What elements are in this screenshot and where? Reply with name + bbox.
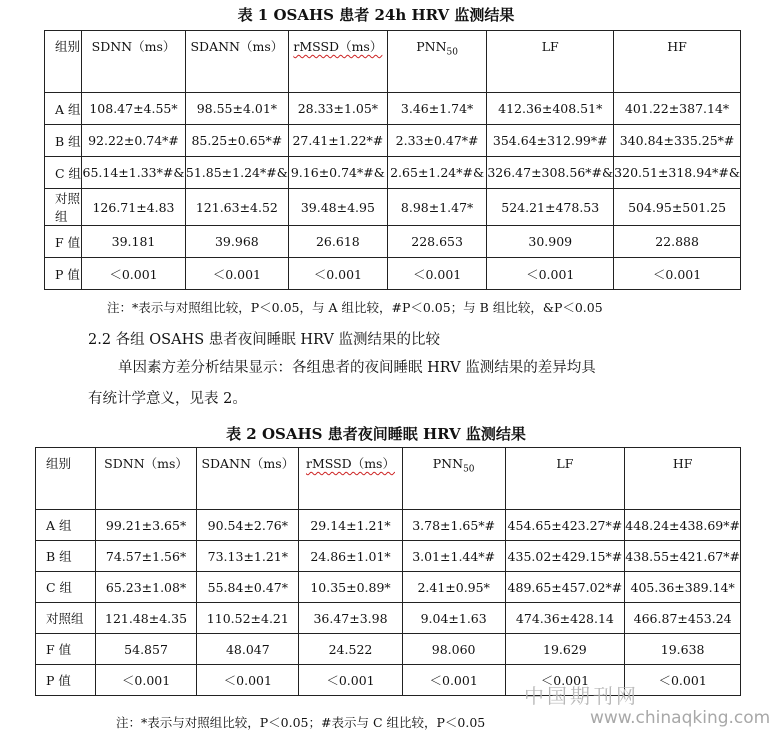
table-cell: 326.47±308.56*#& [487, 157, 614, 189]
table-cell: 30.909 [487, 226, 614, 258]
table-cell: 28.33±1.05* [288, 93, 387, 125]
table-cell: 74.57±1.56* [95, 541, 197, 572]
table2-header-row [36, 448, 741, 510]
table1-note: 注：*表示与对照组比较，P＜0.05，与 A 组比较，#P＜0.05；与 B 组比较，&P＜0.05 [107, 300, 603, 315]
table1-header-group: 组别 [45, 31, 82, 93]
row-label: 对照组 [45, 189, 82, 226]
table-cell: 2.41±0.95* [402, 572, 505, 603]
table-cell: 126.71±4.83 [82, 189, 186, 226]
paragraph-line-1: 单因素方差分析结果显示：各组患者的夜间睡眠 HRV 监测结果的差异均具 [118, 360, 596, 376]
table-row [45, 189, 741, 226]
table-cell: 73.13±1.21* [197, 541, 299, 572]
table2-header-sdann: SDANN（ms） [197, 448, 299, 510]
table1-caption: 表 1 OSAHS 患者 24h HRV 监测结果 [237, 6, 515, 24]
table2-header-pnn50: $PNN_{50}$ [402, 448, 505, 510]
table-cell: 108.47±4.55* [82, 93, 186, 125]
table-cell: 19.638 [625, 634, 741, 665]
table-cell: 2.33±0.47*# [387, 125, 486, 157]
table-cell: 9.16±0.74*#& [288, 157, 387, 189]
row-label: B 组 [36, 541, 96, 572]
table-cell: 48.047 [197, 634, 299, 665]
table-cell: 26.618 [288, 226, 387, 258]
table-cell: ＜0.001 [82, 258, 186, 290]
table2-header-rmssd [299, 448, 403, 510]
table-cell: 354.64±312.99*# [487, 125, 614, 157]
table2-header-rmssd-text: rMSSD（ms） [306, 456, 395, 471]
table-cell: ＜0.001 [487, 258, 614, 290]
table-cell: 29.14±1.21* [299, 510, 403, 541]
table-cell: 121.63±4.52 [185, 189, 288, 226]
table-row [36, 541, 741, 572]
table-cell: 3.78±1.65*# [402, 510, 505, 541]
row-label: C 组 [36, 572, 96, 603]
table-cell: 92.22±0.74*# [82, 125, 186, 157]
table-cell: 36.47±3.98 [299, 603, 403, 634]
table-cell: 474.36±428.14 [505, 603, 625, 634]
table-row [36, 603, 741, 634]
table2-note: 注：*表示与对照组比较，P＜0.05；#表示与 C 组比较，P＜0.05 [116, 715, 486, 730]
row-label: F 值 [45, 226, 82, 258]
table-cell: 39.968 [185, 226, 288, 258]
row-label: B 组 [45, 125, 82, 157]
table1-header-sdann: SDANN（ms） [185, 31, 288, 93]
table-cell: ＜0.001 [614, 258, 741, 290]
table2-header-hf: HF [625, 448, 741, 510]
table1 [44, 30, 741, 290]
table1-header-rmssd [288, 31, 387, 93]
table-cell: 85.25±0.65*# [185, 125, 288, 157]
table2-caption: 表 2 OSAHS 患者夜间睡眠 HRV 监测结果 [226, 425, 526, 443]
table-cell: 3.01±1.44*# [402, 541, 505, 572]
table-cell: ＜0.001 [402, 665, 505, 696]
table-row [36, 634, 741, 665]
row-label: P 值 [45, 258, 82, 290]
table-cell: 489.65±457.02*# [505, 572, 625, 603]
row-label: C 组 [45, 157, 82, 189]
table-cell: 466.87±453.24 [625, 603, 741, 634]
table-row [45, 93, 741, 125]
table-cell: 401.22±387.14* [614, 93, 741, 125]
table-cell: ＜0.001 [185, 258, 288, 290]
table-cell: 65.14±1.33*#& [82, 157, 186, 189]
table-cell: 90.54±2.76* [197, 510, 299, 541]
table-cell: 24.86±1.01* [299, 541, 403, 572]
table-cell: ＜0.001 [197, 665, 299, 696]
table-cell: 39.181 [82, 226, 186, 258]
table-cell: 55.84±0.47* [197, 572, 299, 603]
table-cell: 24.522 [299, 634, 403, 665]
table-row [36, 572, 741, 603]
table2-header-sdnn: SDNN（ms） [95, 448, 197, 510]
table1-header-sdnn: SDNN（ms） [82, 31, 186, 93]
table-cell: ＜0.001 [299, 665, 403, 696]
watermark-text: 中国期刊网 [524, 684, 639, 708]
table-cell: 412.36±408.51* [487, 93, 614, 125]
table-row [45, 157, 741, 189]
table-cell: 9.04±1.63 [402, 603, 505, 634]
table-cell: 228.653 [387, 226, 486, 258]
table-cell: 524.21±478.53 [487, 189, 614, 226]
table-cell: ＜0.001 [95, 665, 197, 696]
table-cell: 504.95±501.25 [614, 189, 741, 226]
table-cell: 51.85±1.24*#& [185, 157, 288, 189]
table-cell: 438.55±421.67*# [625, 541, 741, 572]
section-heading: 2.2 各组 OSAHS 患者夜间睡眠 HRV 监测结果的比较 [88, 332, 440, 348]
table-cell: 3.46±1.74* [387, 93, 486, 125]
table-cell: 98.060 [402, 634, 505, 665]
table-cell: ＜0.001 [387, 258, 486, 290]
table2-header-lf: LF [505, 448, 625, 510]
watermark-url: www.chinaqking.com [590, 708, 770, 728]
table-cell: 22.888 [614, 226, 741, 258]
table-cell: 27.41±1.22*# [288, 125, 387, 157]
table1-header-pnn50: $PNN_{50}$ [387, 31, 486, 93]
table-row [45, 125, 741, 157]
table-cell: 10.35±0.89* [299, 572, 403, 603]
table1-header-row [45, 31, 741, 93]
table-cell: 65.23±1.08* [95, 572, 197, 603]
table-cell: 39.48±4.95 [288, 189, 387, 226]
table-cell: 320.51±318.94*#& [614, 157, 741, 189]
table-cell: 54.857 [95, 634, 197, 665]
table1-header-lf: LF [487, 31, 614, 93]
row-label: A 组 [36, 510, 96, 541]
table-row [45, 226, 741, 258]
table-cell: ＜0.001 [288, 258, 387, 290]
row-label: 对照组 [36, 603, 96, 634]
table-cell: 8.98±1.47* [387, 189, 486, 226]
table-cell: 98.55±4.01* [185, 93, 288, 125]
table-cell: 19.629 [505, 634, 625, 665]
table-cell: ＜0.001 [625, 665, 741, 696]
table-cell: 340.84±335.25*# [614, 125, 741, 157]
row-label: P 值 [36, 665, 96, 696]
paragraph-line-2: 有统计学意义，见表 2。 [88, 391, 247, 407]
row-label: A 组 [45, 93, 82, 125]
table-row [45, 258, 741, 290]
row-label: F 值 [36, 634, 96, 665]
table-cell: 454.65±423.27*# [505, 510, 625, 541]
table-cell: 405.36±389.14* [625, 572, 741, 603]
table-cell: 2.65±1.24*#& [387, 157, 486, 189]
table2 [35, 447, 741, 696]
table-cell: 99.21±3.65* [95, 510, 197, 541]
table-cell: ＜0.001 [505, 665, 625, 696]
table2-header-group: 组别 [36, 448, 96, 510]
table1-header-hf: HF [614, 31, 741, 93]
table1-header-rmssd-text: rMSSD（ms） [293, 39, 383, 54]
table-cell: 435.02±429.15*# [505, 541, 625, 572]
table-row [36, 510, 741, 541]
table-cell: 110.52±4.21 [197, 603, 299, 634]
table-cell: 121.48±4.35 [95, 603, 197, 634]
table-cell: 448.24±438.69*# [625, 510, 741, 541]
